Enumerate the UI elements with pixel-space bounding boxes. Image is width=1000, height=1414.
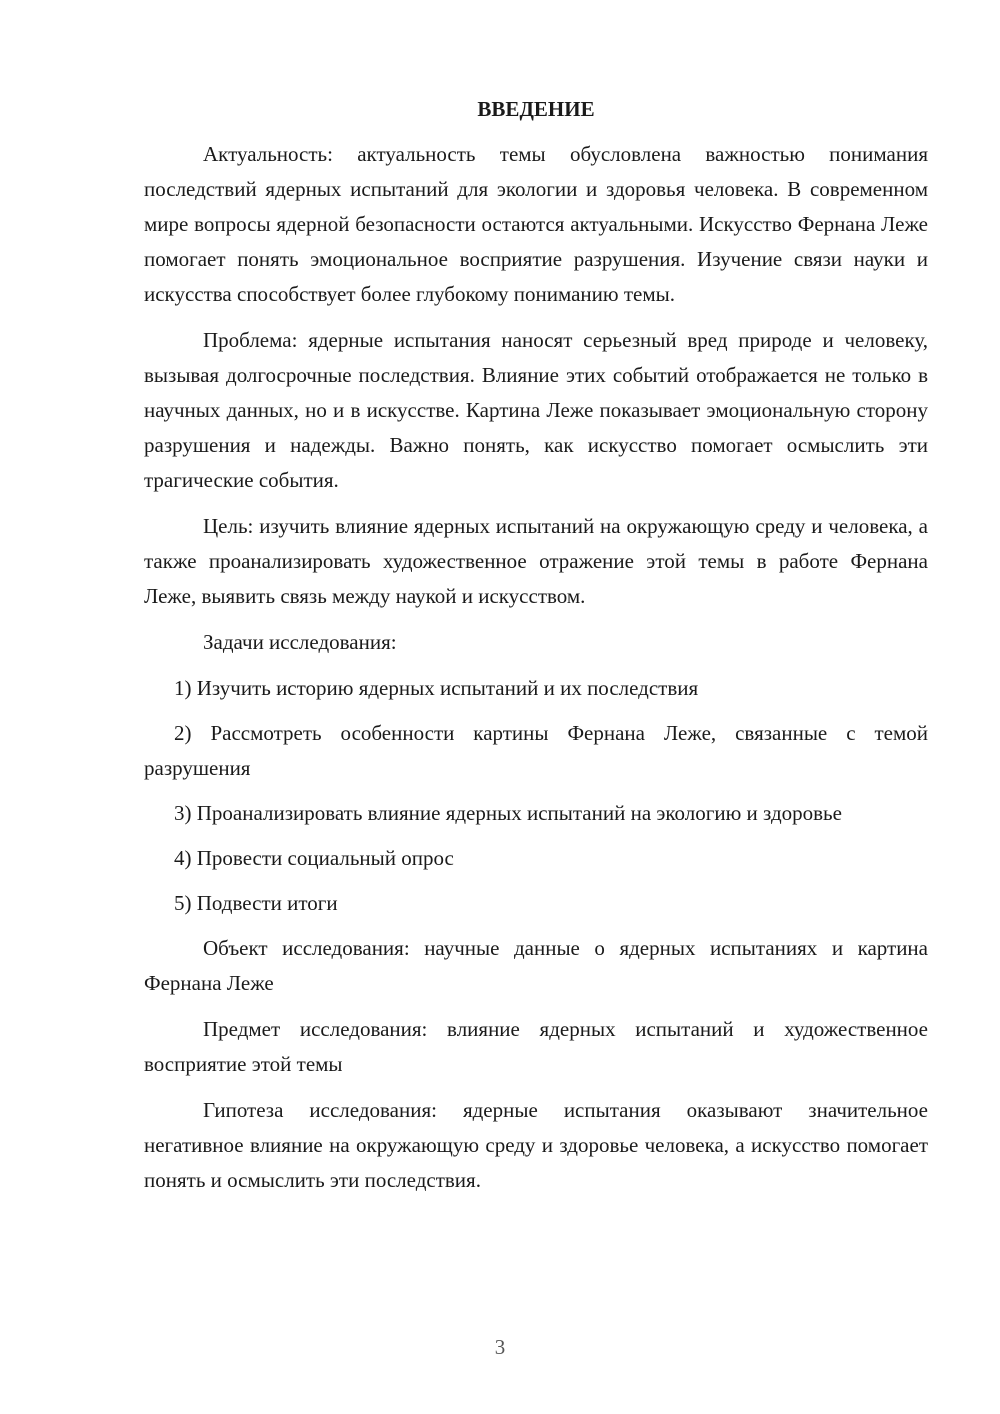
task-item-4: 4) Провести социальный опрос <box>174 846 454 870</box>
task-item-1: 1) Изучить историю ядерных испытаний и их последствия <box>174 676 699 700</box>
section-title: ВВЕДЕНИЕ <box>477 97 595 121</box>
paragraph-tasks-heading: Задачи исследования: <box>203 630 397 654</box>
task-item-2: 2) Рассмотреть особенности картины Фернана Леже, связанные с темой разрушения <box>144 721 928 780</box>
task-list <box>144 671 928 921</box>
task-item-5: 5) Подвести итоги <box>174 891 338 915</box>
page-number: 3 <box>494 1335 506 1359</box>
paragraph-hypothesis: Гипотеза исследования: ядерные испытания оказывают значительное негативное влияние на окружающую среду и здоровье человека, а искусство помогает понять и осмыслить эти последствия. <box>144 1098 928 1192</box>
paragraph-goal: Цель: изучить влияние ядерных испытаний на окружающую среду и человека, а также проанализировать художественное отражение этой темы в работе Фернана Леже, выявить связь между наукой и искусством. <box>144 514 928 608</box>
paragraph-relevance: Актуальность: актуальность темы обусловлена важностью понимания последствий ядерных испытаний для экологии и здоровья человека. В современном мире вопросы ядерной безопасности остаются актуальными. Искусство Фернана Леже помогает понять эмоциональное восприятие разрушения. Изучение связи науки и искусства способствует более глубокому пониманию темы. <box>144 142 928 306</box>
paragraph-subject: Предмет исследования: влияние ядерных испытаний и художественное восприятие этой темы <box>144 1017 928 1076</box>
page-content <box>144 92 928 1209</box>
paragraph-object: Объект исследования: научные данные о ядерных испытаниях и картина Фернана Леже <box>144 936 928 995</box>
paragraph-problem: Проблема: ядерные испытания наносят серьезный вред природе и человеку, вызывая долгосрочные последствия. Влияние этих событий отображается не только в научных данных, но и в искусстве. Картина Леже показывает эмоциональную сторону разрушения и надежды. Важно понять, как искусство помогает осмыслить эти трагические события. <box>144 328 928 492</box>
task-item-3: 3) Проанализировать влияние ядерных испытаний на экологию и здоровье <box>174 801 842 825</box>
